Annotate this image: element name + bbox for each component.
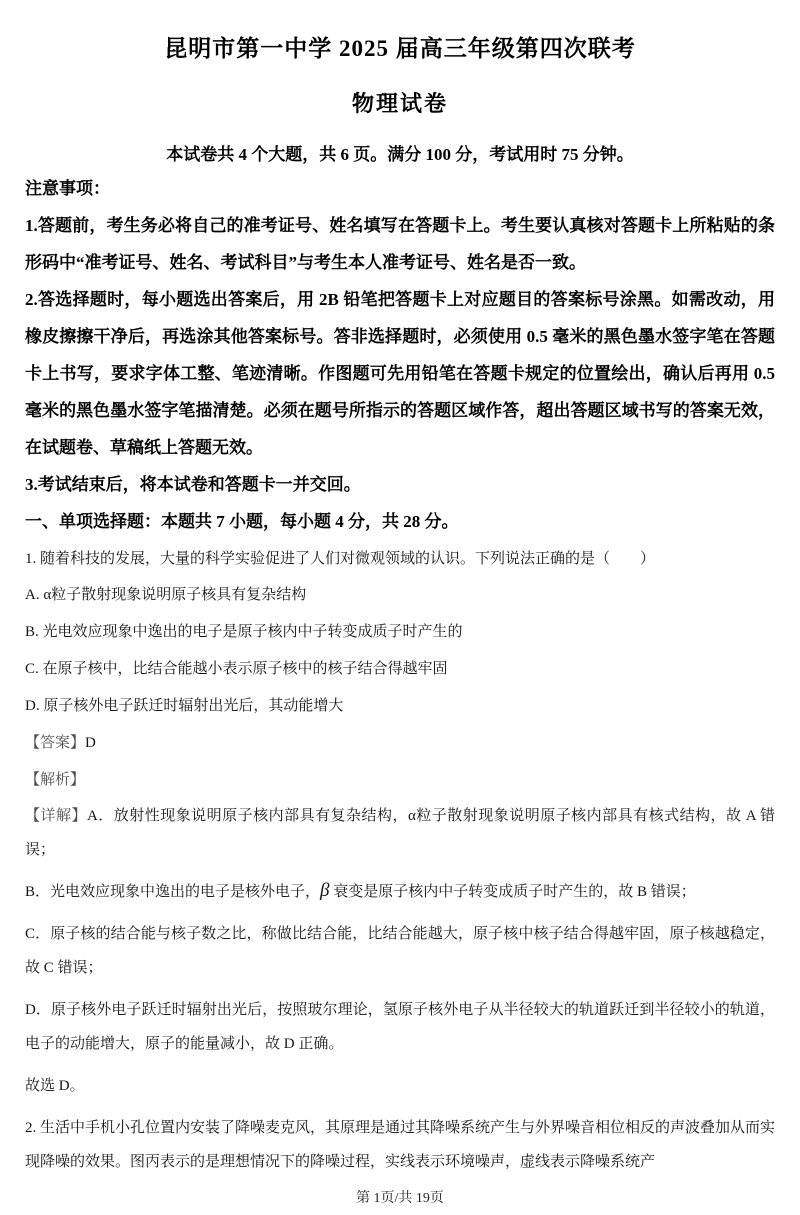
- question-1-answer-line: [25, 725, 775, 762]
- detail-b-text-post: 衰变是原子核内中子转变成质子时产生的，故 B 错误；: [329, 884, 696, 900]
- detail-a-text: A．放射性现象说明原子核内部具有复杂结构，α粒子散射现象说明原子核内部具有核式结构，故 A 错误；: [25, 808, 775, 858]
- exam-info-line: 本试卷共 4 个大题，共 6 页。满分 100 分，考试用时 75 分钟。: [166, 145, 634, 164]
- question-1-detail-a: [25, 799, 775, 867]
- question-1-option-a: A. α粒子散射现象说明原子核具有复杂结构: [25, 587, 307, 603]
- question-1-analysis-line: [25, 762, 775, 799]
- question-2-stem: 2. 生活中手机小孔位置内安装了降噪麦克风，其原理是通过其降噪系统产生与外界噪音相位相反的声波叠加从而实现降噪的效果。图丙表示的是理想情况下的降噪过程，实线表示环境噪声，虚线表示降噪系统产: [25, 1120, 776, 1170]
- page-number-indicator: 第 1页/共 19页: [356, 1191, 444, 1206]
- answer-value: D: [85, 735, 96, 751]
- question-1-conclusion: 故选 D。: [25, 1078, 85, 1094]
- question-1-detail-c: C．原子核的结合能与核子数之比，称做比结合能，比结合能越大，原子核中核子结合得越牢固，原子核越稳定，故 C 错误；: [25, 926, 775, 976]
- answer-label: 【答案】: [25, 735, 86, 751]
- exam-subject-title: 物理试卷: [351, 91, 448, 116]
- question-1-option-b: B. 光电效应现象中逸出的电子是原子核内中子转变成质子时产生的: [25, 624, 463, 640]
- notice-item-2: 2.答选择题时，每小题选出答案后，用 2B 铅笔把答题卡上对应题目的答案标号涂黑。如需改动，用橡皮擦擦干净后，再选涂其他答案标号。答非选择题时，必须使用 0.5 毫米的黑色墨水签字笔在答题卡上书写，要求字体工整、笔迹清晰。作图题可先用铅笔在答题卡规定的位置绘出，确认后再用 0.5 毫米的黑色墨水签字笔描清楚。必须在题号所指示的答题区域作答，超出答题区域书写的答案无效，在试题卷、草稿纸上答题无效。: [25, 290, 775, 457]
- notice-heading: 注意事项：: [25, 179, 110, 198]
- exam-title: 昆明市第一中学 2025 届高三年级第四次联考: [164, 36, 636, 61]
- question-1-detail-d: D．原子核外电子跃迁时辐射出光后，按照玻尔理论，氢原子核外电子从半径较大的轨道跃迁到半径较小的轨道，电子的动能增大，原子的能量减小，故 D 正确。: [25, 1002, 775, 1052]
- section-1-heading: 一、单项选择题：本题共 7 小题，每小题 4 分，共 28 分。: [25, 512, 459, 531]
- question-1-detail-b: [25, 875, 775, 909]
- detail-label: 【详解】: [25, 808, 87, 824]
- question-1-stem: 1. 随着科技的发展，大量的科学实验促进了人们对微观领域的认识。下列说法正确的是（ ）: [25, 551, 656, 567]
- question-1-option-c: C. 在原子核中，比结合能越小表示原子核中的核子结合得越牢固: [25, 661, 448, 677]
- notice-item-3: 3.考试结束后，将本试卷和答题卡一并交回。: [25, 475, 361, 494]
- notice-item-1: 1.答题前，考生务必将自己的准考证号、姓名填写在答题卡上。考生要认真核对答题卡上所粘贴的条形码中“准考证号、姓名、考试科目”与考生本人准考证号、姓名是否一致。: [25, 216, 775, 272]
- detail-b-text-pre: B．光电效应现象中逸出的电子是核外电子，: [25, 884, 321, 900]
- analysis-label: 【解析】: [25, 772, 86, 788]
- beta-symbol: β: [320, 880, 330, 901]
- question-1-option-d: D. 原子核外电子跃迁时辐射出光后，其动能增大: [25, 698, 344, 714]
